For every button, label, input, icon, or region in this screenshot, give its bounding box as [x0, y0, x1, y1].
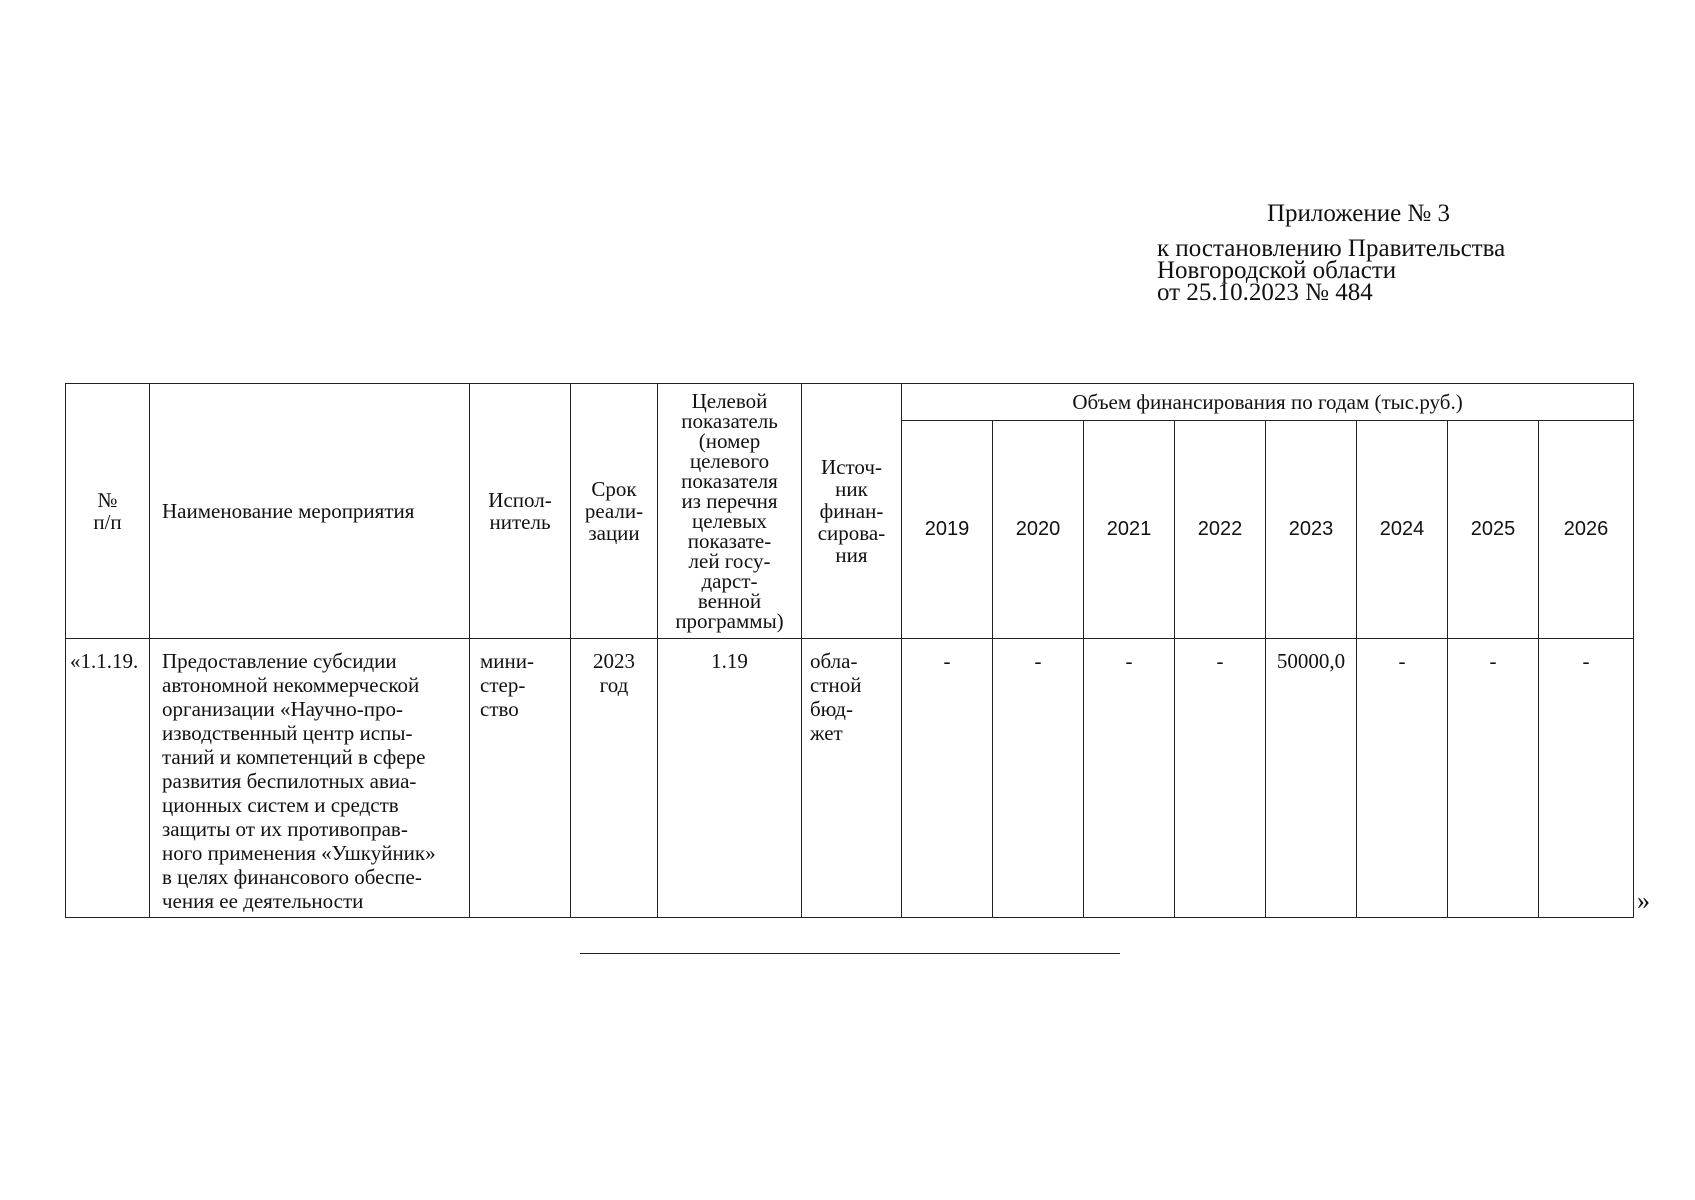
source-line: бюд- [810, 697, 853, 721]
col-term-header-line: реали- [584, 499, 644, 523]
col-term-header [571, 384, 658, 639]
activity-name-line: организации «Научно-про- [162, 697, 403, 721]
col-num-header [66, 384, 150, 639]
value-2024: - [1357, 639, 1448, 918]
header-line-3: от 25.10.2023 № 484 [1157, 279, 1373, 306]
col-name-header: Наименование мероприятия [150, 384, 470, 639]
activity-name-line: ционных систем и средств [162, 793, 399, 817]
col-term-header-line: Срок [591, 477, 637, 501]
value-2025: - [1448, 639, 1539, 918]
col-source-header [802, 384, 902, 639]
activity-name-line: Предоставление субсидии [162, 649, 397, 673]
col-indicator-header-line: Целевой [691, 389, 768, 413]
executor-line: ство [480, 697, 519, 721]
col-indicator-header-line: программы) [675, 609, 784, 633]
activity-name-line: изводственный центр испы- [162, 721, 413, 745]
col-term-header-line: зации [588, 521, 640, 545]
row-number: «1.1.19. [66, 639, 150, 918]
activity-name-line: таний и компетенций в сфере [162, 745, 426, 769]
appendix-title: Приложение № 3 [1267, 200, 1451, 227]
col-indicator-header-line: из перечня [681, 489, 778, 513]
year-header-2019: 2019 [902, 421, 993, 639]
executor-line: мини- [480, 649, 534, 673]
term-line: год [599, 673, 629, 697]
activity-name-line: в целях финансового обеспе- [162, 865, 422, 889]
value-2020: - [993, 639, 1084, 918]
table-row [66, 639, 1634, 918]
year-header-2022: 2022 [1175, 421, 1266, 639]
value-2021: - [1084, 639, 1175, 918]
col-indicator-header-line: дарст- [701, 569, 758, 593]
year-header-2025: 2025 [1448, 421, 1539, 639]
activity-name-line: развития беспилотных авиа- [162, 769, 417, 793]
row-indicator: 1.19 [658, 639, 802, 918]
year-header-2024: 2024 [1357, 421, 1448, 639]
header-line-1: к постановлению Правительства [1157, 235, 1506, 262]
col-source-header-line: сирова- [817, 521, 886, 545]
year-header-2020: 2020 [993, 421, 1084, 639]
closing-quote: » [1637, 886, 1650, 915]
col-indicator-header-line: показателя [681, 469, 778, 493]
document-header [1157, 200, 1677, 306]
year-header-2023: 2023 [1266, 421, 1357, 639]
col-indicator-header [658, 384, 802, 639]
value-2022: - [1175, 639, 1266, 918]
col-num-header-line: № [97, 488, 118, 512]
row-source [802, 639, 902, 918]
col-indicator-header-line: показате- [687, 529, 772, 553]
col-source-header-line: финан- [819, 499, 884, 523]
source-line: стной [810, 673, 862, 697]
source-line: жет [810, 721, 843, 745]
header-row-1 [66, 384, 1634, 421]
col-indicator-header-line: венной [697, 589, 762, 613]
col-source-header-line: ния [835, 543, 868, 567]
col-executor-header-line: нитель [489, 510, 551, 534]
col-indicator-header-line: (номер [698, 429, 761, 453]
value-2026: - [1539, 639, 1634, 918]
header-line-2: Новгородской области [1157, 257, 1397, 284]
col-indicator-header-line: показатель [681, 409, 778, 433]
funding-table [65, 383, 1634, 918]
year-header-2026: 2026 [1539, 421, 1634, 639]
activity-name-line: защиты от их противоправ- [162, 817, 408, 841]
executor-line: стер- [480, 673, 526, 697]
activity-name-line: автономной некоммерческой [162, 673, 420, 697]
col-num-header-line: п/п [93, 510, 122, 534]
value-2019: - [902, 639, 993, 918]
col-executor-header-line: Испол- [488, 488, 552, 512]
term-line: 2023 [593, 649, 635, 673]
activity-name-line: чения ее деятельности [162, 889, 364, 913]
col-indicator-header-line: лей госу- [688, 549, 771, 573]
row-activity-name [150, 639, 470, 918]
source-line: обла- [810, 649, 858, 673]
separator-line [580, 953, 1120, 954]
activity-name-line: ного применения «Ушкуйник» [162, 841, 436, 865]
col-source-header-line: Источ- [821, 455, 882, 479]
col-source-header-line: ник [835, 477, 868, 501]
funding-group-header: Объем финансирования по годам (тыс.руб.) [902, 384, 1634, 421]
row-term [571, 639, 658, 918]
col-executor-header [470, 384, 571, 639]
value-2023: 50000,0 [1266, 639, 1357, 918]
year-header-2021: 2021 [1084, 421, 1175, 639]
row-executor [470, 639, 571, 918]
col-indicator-header-line: целевых [692, 509, 767, 533]
col-indicator-header-line: целевого [689, 449, 770, 473]
